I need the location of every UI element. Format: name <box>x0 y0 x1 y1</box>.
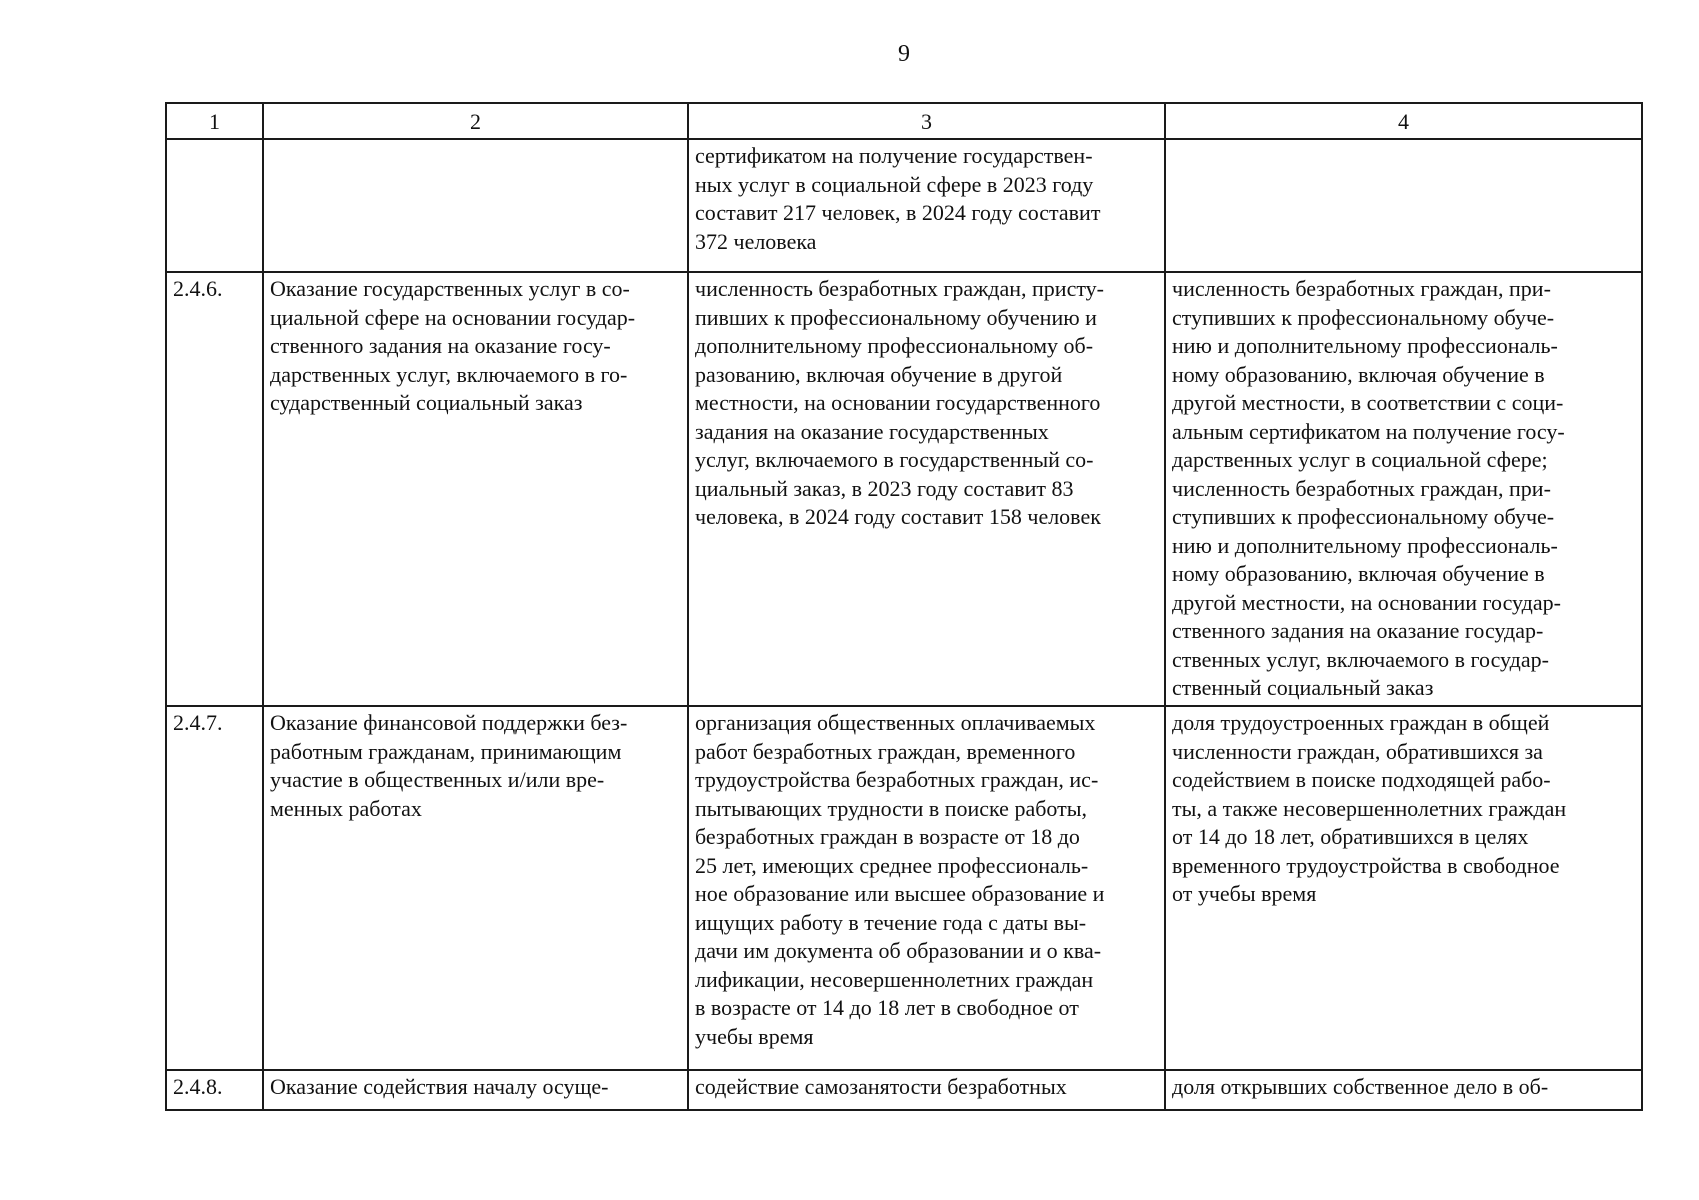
cell-text-line: численность безработных граждан, при- <box>1172 475 1551 501</box>
cell-text-line: работ безработных граждан, временного <box>695 738 1076 764</box>
cell-text-line: Оказание государственных услуг в со- <box>270 276 630 301</box>
cell-text-line: разованию, включая обучение в другой <box>695 361 1063 387</box>
table-row <box>166 272 1642 706</box>
cell-text-line: безработных граждан в возрасте от 18 до <box>695 824 1080 849</box>
cell-text-line: 25 лет, имеющих среднее профессиональ- <box>695 852 1089 878</box>
cell-text-line: нию и дополнительному профессиональ- <box>1172 333 1558 358</box>
cell-text-line: сударственный социальный заказ <box>270 390 583 415</box>
cell-text-line: в возрасте от 14 до 18 лет в свободное от <box>695 995 1079 1020</box>
cell-text-line: пытывающих трудности в поиске работы, <box>695 795 1088 821</box>
column-header-2: 2 <box>263 103 688 139</box>
cell-text-line: ственных услуг, включаемого в государ- <box>1172 646 1549 672</box>
cell-text-line: ственного задания на оказание госу- <box>270 333 611 358</box>
cell-text-line: человека, в 2024 году составит 158 человек <box>695 504 1101 529</box>
indicator-cell <box>688 272 1165 706</box>
result-cell <box>1165 706 1642 1070</box>
cell-text-line: составит 217 человек, в 2024 году составит <box>695 200 1101 225</box>
cell-text-line: ственного задания на оказание государ- <box>1172 618 1544 643</box>
page-number: 9 <box>898 41 910 67</box>
column-header-4: 4 <box>1165 103 1642 139</box>
row-number-cell <box>166 139 263 272</box>
indicator-cell <box>688 139 1165 272</box>
cell-text-line: содействие самозанятости безработных <box>695 1074 1067 1099</box>
cell-text-line: численности граждан, обратившихся за <box>1172 738 1543 764</box>
cell-text-line: Оказание финансовой поддержки без- <box>270 710 628 735</box>
cell-text-line: ных услуг в социальной сфере в 2023 году <box>695 171 1094 197</box>
cell-text-line: услуг, включаемого в государственный со- <box>695 447 1094 472</box>
row-number-cell: 2.4.8. <box>166 1070 263 1110</box>
cell-text-line: доля открывших собственное дело в об- <box>1172 1074 1549 1099</box>
cell-text-line: учебы время <box>695 1023 814 1049</box>
service-name-cell <box>263 706 688 1070</box>
cell-text-line: участие в общественных и/или вре- <box>270 767 605 792</box>
cell-text-line: пивших к профессиональному обучению и <box>695 304 1097 330</box>
cell-text-line: дополнительному профессиональному об- <box>695 333 1094 358</box>
cell-text-line: 372 человека <box>695 228 817 254</box>
cell-text-line: альным сертификатом на получение госу- <box>1172 418 1565 444</box>
cell-text-line: циальной сфере на основании государ- <box>270 304 636 330</box>
cell-text-line: организация общественных оплачиваемых <box>695 710 1096 735</box>
cell-text-line: дарственных услуг, включаемого в го- <box>270 361 628 387</box>
table-row <box>166 706 1642 1070</box>
cell-text-line: другой местности, в соответствии с соци- <box>1172 390 1564 415</box>
document-table <box>165 102 1643 1111</box>
column-header-3: 3 <box>688 103 1165 139</box>
result-cell <box>1165 272 1642 706</box>
cell-text-line: содействием в поиске подходящей рабо- <box>1172 767 1551 792</box>
result-cell <box>1165 1070 1642 1110</box>
cell-text-line: ищущих работу в течение года с даты вы- <box>695 909 1087 935</box>
cell-text-line: ному образованию, включая обучение в <box>1172 361 1545 387</box>
cell-text-line: другой местности, на основании государ- <box>1172 589 1561 615</box>
row-number-cell: 2.4.6. <box>166 272 263 706</box>
cell-text-line: ступивших к профессиональному обуче- <box>1172 504 1555 529</box>
cell-text-line: ты, а также несовершеннолетних граждан <box>1172 795 1567 821</box>
indicator-cell <box>688 706 1165 1070</box>
cell-text-line: местности, на основании государственного <box>695 390 1101 415</box>
service-name-cell <box>263 1070 688 1110</box>
cell-text-line: сертификатом на получение государствен- <box>695 143 1093 168</box>
cell-text-line: численность безработных граждан, присту- <box>695 276 1104 301</box>
table-row <box>166 1070 1642 1110</box>
table-header-row <box>166 103 1642 139</box>
cell-text-line: ному образованию, включая обучение в <box>1172 561 1545 586</box>
cell-text-line: доля трудоустроенных граждан в общей <box>1172 710 1550 735</box>
row-number-cell: 2.4.7. <box>166 706 263 1070</box>
result-cell <box>1165 139 1642 272</box>
cell-text-line: от 14 до 18 лет, обратившихся в целях <box>1172 824 1529 849</box>
cell-text-line: дачи им документа об образовании и о ква- <box>695 938 1102 963</box>
cell-text-line: ственный социальный заказ <box>1172 675 1434 700</box>
service-name-cell <box>263 139 688 272</box>
cell-text-line: временного трудоустройства в свободное <box>1172 852 1560 878</box>
cell-text-line: Оказание содействия началу осуще- <box>270 1074 609 1099</box>
cell-text-line: менных работах <box>270 795 422 821</box>
cell-text-line: трудоустройства безработных граждан, ис- <box>695 767 1099 792</box>
cell-text-line: лификации, несовершеннолетних граждан <box>695 966 1094 992</box>
indicator-cell <box>688 1070 1165 1110</box>
cell-text-line: численность безработных граждан, при- <box>1172 276 1551 301</box>
cell-text-line: ступивших к профессиональному обуче- <box>1172 304 1555 330</box>
cell-text-line: от учебы время <box>1172 881 1317 906</box>
cell-text-line: нию и дополнительному профессиональ- <box>1172 532 1558 558</box>
column-header-1: 1 <box>166 103 263 139</box>
table-row <box>166 139 1642 272</box>
cell-text-line: ное образование или высшее образование и <box>695 881 1105 906</box>
cell-text-line: дарственных услуг в социальной сфере; <box>1172 447 1548 472</box>
service-name-cell <box>263 272 688 706</box>
cell-text-line: работным гражданам, принимающим <box>270 738 622 764</box>
cell-text-line: задания на оказание государственных <box>695 418 1049 444</box>
cell-text-line: циальный заказ, в 2023 году составит 83 <box>695 475 1074 501</box>
